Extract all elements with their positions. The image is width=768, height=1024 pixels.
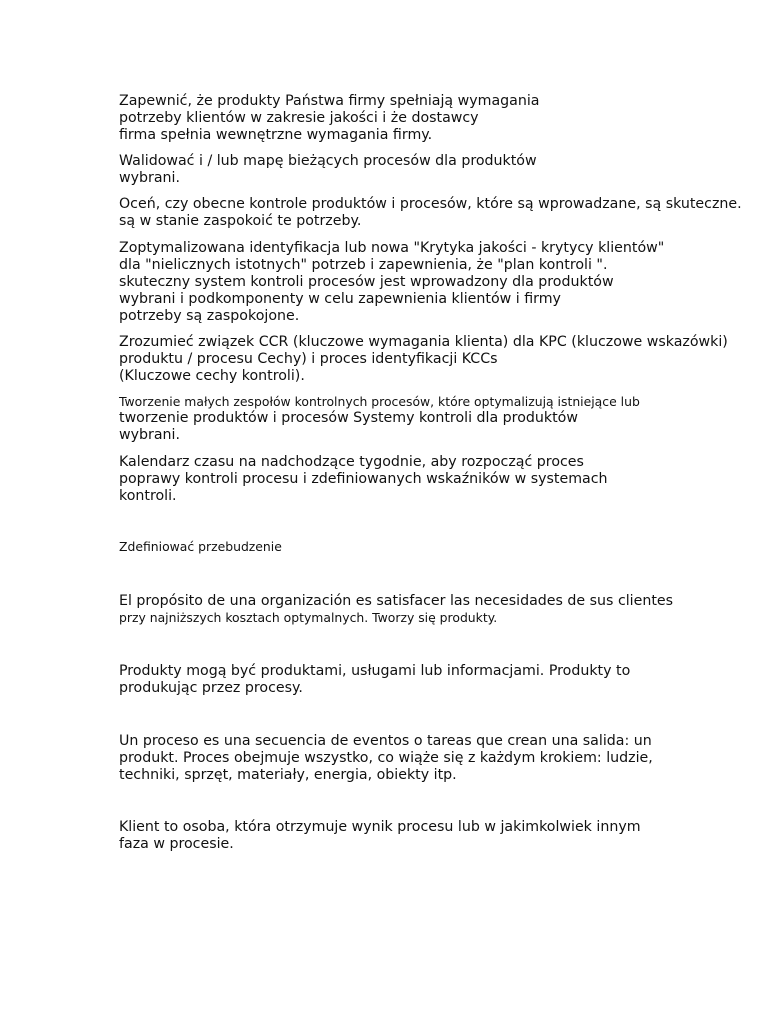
paragraph-optimized-identification — [119, 240, 759, 325]
paragraph-line: są w stanie zaspokoić te potrzeby. — [119, 213, 362, 229]
paragraph-line: Oceń, czy obecne kontrole produktów i procesów, które są wprowadzane, są skuteczne. — [119, 196, 742, 212]
paragraph-line: wybrani. — [119, 427, 180, 443]
definition-products — [119, 663, 759, 697]
definition-line: El propósito de una organización es satisfacer las necesidades de sus clientes — [119, 593, 674, 609]
paragraph-line: wybrani i podkomponenty w celu zapewnienia klientów i firmy — [119, 291, 561, 307]
paragraph-line: Tworzenie małych zespołów kontrolnych procesów, które optymalizują istniejące lub — [119, 394, 640, 409]
definition-line: Produkty mogą być produktami, usługami lub informacjami. Produkty to — [119, 663, 631, 679]
paragraph-line: potrzeby klientów w zakresie jakości i że dostawcy — [119, 110, 479, 126]
paragraph-assess-controls — [119, 196, 759, 230]
section-subheading: Zdefiniować przebudzenie — [119, 539, 282, 554]
paragraph-line: Zapewnić, że produkty Państwa firmy spełniają wymagania — [119, 93, 540, 109]
paragraph-line: firma spełnia wewnętrzne wymagania firmy. — [119, 127, 433, 143]
paragraph-line: Zrozumieć związek CCR (kluczowe wymagania klienta) dla KPC (kluczowe wskazówki) — [119, 334, 728, 350]
paragraph-line: wybrani. — [119, 170, 180, 186]
paragraph-line: produktu / procesu Cechy) i proces identyfikacji KCCs — [119, 351, 498, 367]
paragraph-create-teams — [119, 394, 759, 444]
paragraph-line: dla "nielicznych istotnych" potrzeb i zapewnienia, że "plan kontroli ". — [119, 257, 608, 273]
paragraph-validate-processes — [119, 153, 759, 187]
paragraph-line: poprawy kontroli procesu i zdefiniowanych wskaźników w systemach — [119, 471, 608, 487]
paragraph-understand-ccr — [119, 334, 759, 385]
definition-line: Klient to osoba, która otrzymuje wynik procesu lub w jakimkolwiek innym — [119, 819, 641, 835]
paragraph-line: (Kluczowe cechy kontroli). — [119, 368, 305, 384]
definition-line: Un proceso es una secuencia de eventos o tareas que crean una salida: un — [119, 733, 652, 749]
paragraph-ensure-requirements — [119, 93, 759, 144]
paragraph-line: Kalendarz czasu na nadchodzące tygodnie, aby rozpocząć proces — [119, 454, 584, 470]
definition-line: produkując przez procesy. — [119, 680, 303, 696]
paragraph-line: Zoptymalizowana identyfikacja lub nowa "Krytyka jakości - krytycy klientów" — [119, 240, 665, 256]
definition-client — [119, 819, 759, 853]
paragraph-line: Walidować i / lub mapę bieżących procesów dla produktów — [119, 153, 537, 169]
paragraph-line: skuteczny system kontroli procesów jest wprowadzony dla produktów — [119, 274, 614, 290]
definition-process — [119, 733, 759, 784]
paragraph-line: kontroli. — [119, 488, 177, 504]
definition-line: techniki, sprzęt, materiały, energia, obiekty itp. — [119, 767, 457, 783]
definition-line: faza w procesie. — [119, 836, 234, 852]
definition-line: przy najniższych kosztach optymalnych. Tworzy się produkty. — [119, 610, 498, 625]
definition-organization — [119, 593, 759, 626]
paragraph-line: potrzeby są zaspokojone. — [119, 308, 300, 324]
definition-line: produkt. Proces obejmuje wszystko, co wiąże się z każdym krokiem: ludzie, — [119, 750, 653, 766]
paragraph-schedule — [119, 454, 759, 505]
paragraph-line: tworzenie produktów i procesów Systemy kontroli dla produktów — [119, 410, 578, 426]
